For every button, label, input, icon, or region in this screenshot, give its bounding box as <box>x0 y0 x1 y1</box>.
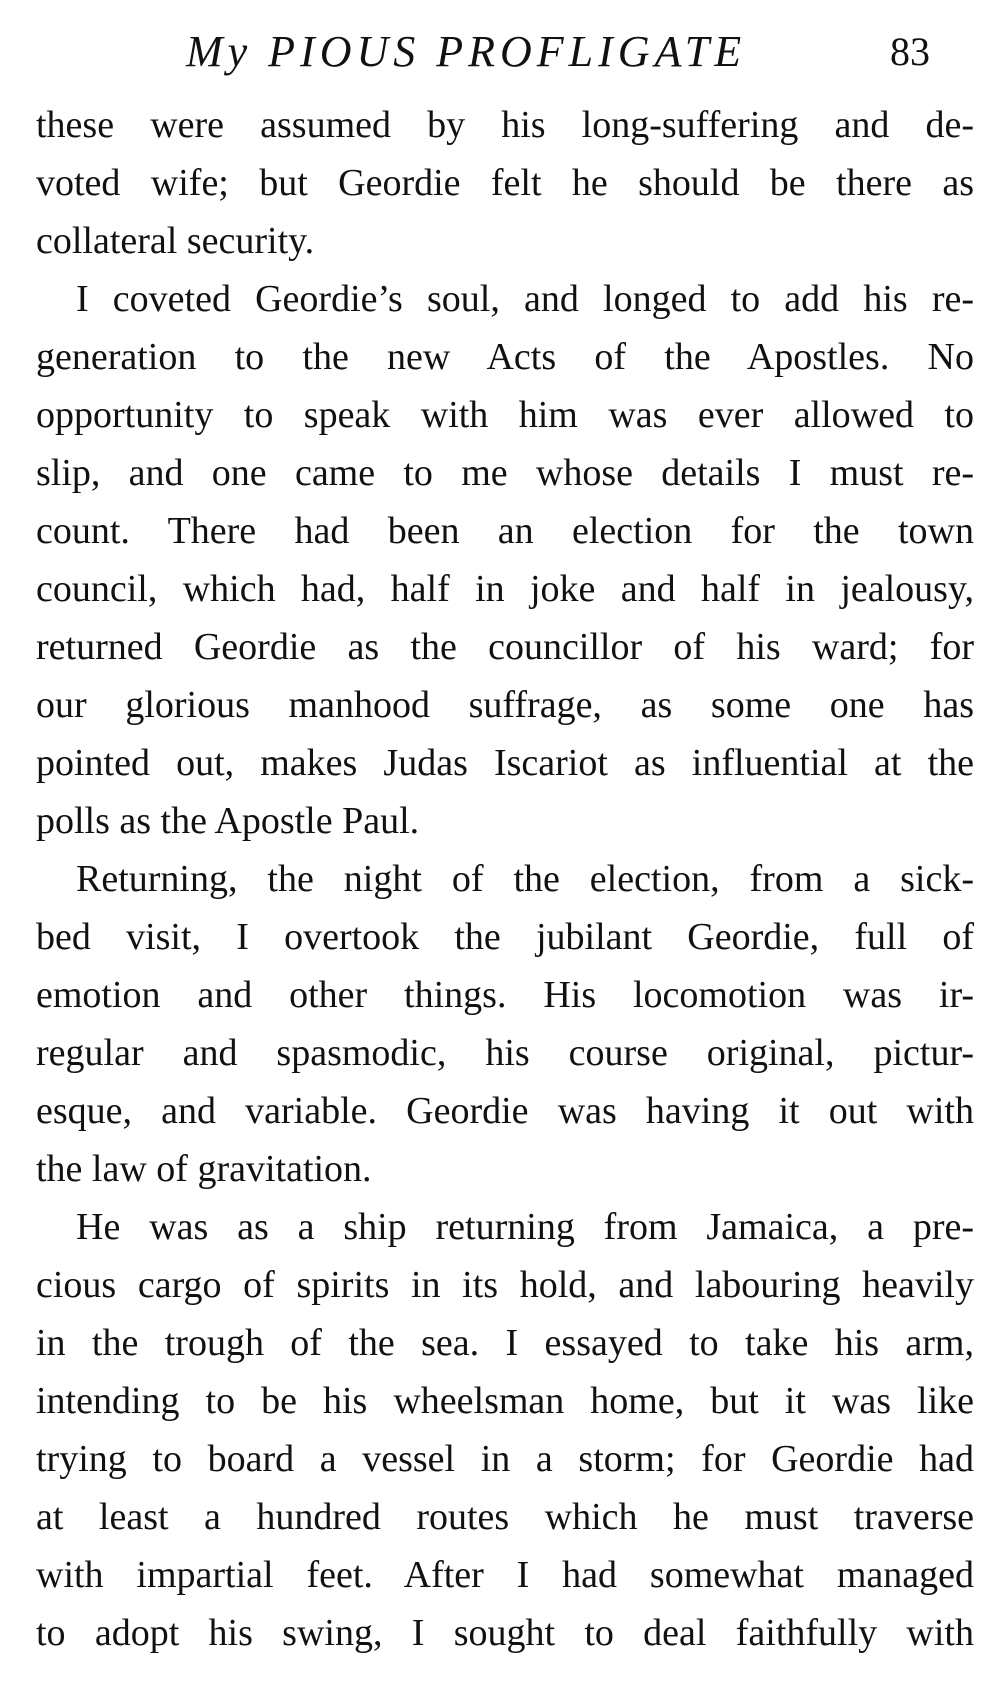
text-line: council, which had, half in joke and half in jealousy, <box>36 568 974 610</box>
text-line: intending to be his wheelsman home, but it was like <box>36 1380 974 1422</box>
text-line: slip, and one came to me whose details I must re- <box>36 452 974 494</box>
text-line: with impartial feet. After I had somewhat managed <box>36 1554 974 1596</box>
text-line: returned Geordie as the councillor of his ward; for <box>36 626 974 668</box>
text-line: opportunity to speak with him was ever allowed to <box>36 394 974 436</box>
text-line: collateral security. <box>36 220 315 262</box>
text-line: emotion and other things. His locomotion was ir- <box>36 974 974 1016</box>
text-line: I coveted Geordie’s soul, and longed to add his re- <box>76 278 974 320</box>
text-line: cious cargo of spirits in its hold, and labouring heavily <box>36 1264 974 1306</box>
text-line: to adopt his swing, I sought to deal faithfully with <box>36 1612 974 1654</box>
text-line: voted wife; but Geordie felt he should be there as <box>36 162 974 204</box>
text-line: esque, and variable. Geordie was having it out with <box>36 1090 974 1132</box>
text-line: generation to the new Acts of the Apostles. No <box>36 336 974 378</box>
text-line: regular and spasmodic, his course original, pictur- <box>36 1032 974 1074</box>
text-line: our glorious manhood suffrage, as some one has <box>36 684 974 726</box>
text-line: these were assumed by his long-suffering and de- <box>36 104 974 146</box>
text-line: the law of gravitation. <box>36 1148 372 1190</box>
text-line: bed visit, I overtook the jubilant Geordie, full of <box>36 916 974 958</box>
text-line: He was as a ship returning from Jamaica, a pre- <box>76 1206 974 1248</box>
running-header <box>150 22 930 82</box>
running-title: My PIOUS PROFLIGATE <box>186 27 747 76</box>
text-line: in the trough of the sea. I essayed to take his arm, <box>36 1322 974 1364</box>
text-line: polls as the Apostle Paul. <box>36 800 420 842</box>
body-text <box>36 96 974 1662</box>
text-line: count. There had been an election for the town <box>36 510 974 552</box>
text-line: Returning, the night of the election, from a sick- <box>76 858 974 900</box>
text-line: at least a hundred routes which he must traverse <box>36 1496 974 1538</box>
text-line: trying to board a vessel in a storm; for Geordie had <box>36 1438 974 1480</box>
text-line: pointed out, makes Judas Iscariot as influential at the <box>36 742 974 784</box>
page-number: 83 <box>890 29 930 74</box>
